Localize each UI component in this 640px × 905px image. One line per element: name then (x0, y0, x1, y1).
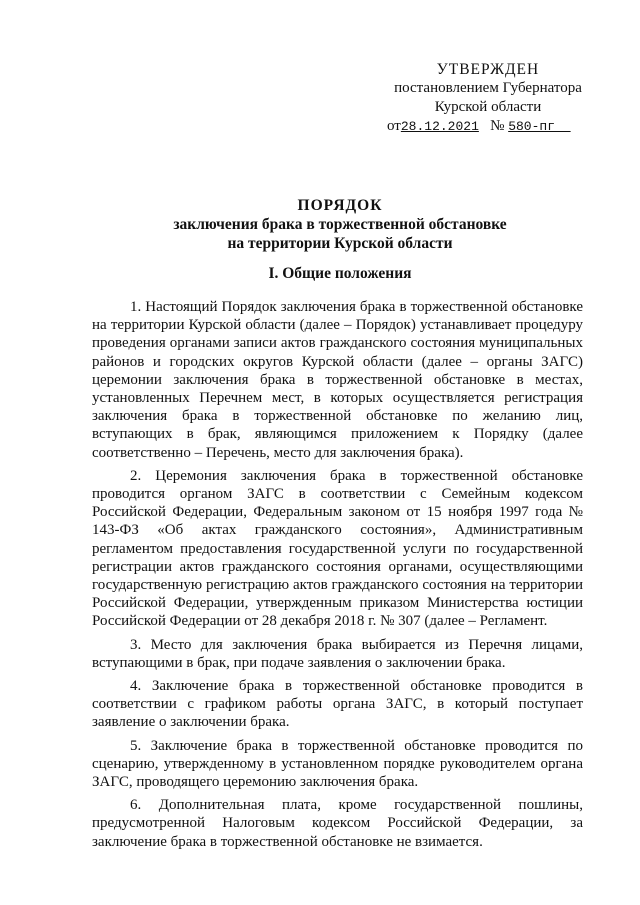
approval-heading: УТВЕРЖДЕН (436, 61, 540, 78)
approval-date: 28.12.2021 (400, 119, 479, 134)
document-title: ПОРЯДОК (297, 197, 383, 214)
paragraph-3: 3. Место для заключения брака выбирается из Перечня лицами, вступающими в брак, при подаче заявления о заключении брака. (92, 636, 583, 671)
document-subtitle-2: на территории Курской области (227, 235, 453, 252)
approval-date-line (383, 117, 593, 136)
number-prefix: № (490, 118, 505, 134)
section-heading: I. Общие положения (268, 265, 412, 282)
approval-line-2: Курской области (434, 99, 542, 115)
paragraph-2: 2. Церемония заключения брака в торжественной обстановке проводится органом ЗАГС в соответствии с Семейным кодексом Российской Федерации, Федеральным законом от 15 ноября 1997 года № 143-ФЗ «Об актах гражданского состояния», Административным регламентом предоставления государственной услуги по государственной регистрации актов гражданского состояния органами, осуществляющими государственную регистрацию актов гражданского состояния на территории Российской Федерации, утвержденным приказом Министерства юстиции Российской Федерации от 28 декабря 2018 г. № 307 (далее – Регламент. (92, 467, 583, 630)
paragraph-1: 1. Настоящий Порядок заключения брака в торжественной обстановке на территории Курской области (далее – Порядок) устанавливает процедуру проведения органами записи актов гражданского состояния муниципальных районов и городских округов Курской области (далее – органы ЗАГС) церемонии заключения брака в торжественной обстановке в местах, установленных Перечнем мест, в которых осуществляется регистрация заключения брака в торжественной обстановке по желанию лиц, вступающих в брак, являющимся приложением к Порядку (далее соответственно – Перечень, место для заключения брака). (92, 299, 583, 461)
paragraph-4: 4. Заключение брака в торжественной обстановке проводится в соответствии с графиком работы органа ЗАГС, в который поступает заявление о заключении брака. (92, 678, 583, 731)
approval-line-1: постановлением Губернатора (394, 80, 582, 96)
document-subtitle-1: заключения брака в торжественной обстановке (173, 216, 507, 233)
document-body (92, 298, 583, 853)
approval-stamp (383, 60, 593, 136)
paragraph-6: 6. Дополнительная плата, кроме государственной пошлины, предусмотренной Налоговым кодексом Российской Федерации, за заключение брака в торжественной обстановке не взимается. (92, 797, 583, 850)
paragraph-5: 5. Заключение брака в торжественной обстановке проводится по сценарию, утвержденному в установленном порядке руководителем органа ЗАГС, проводящего церемонию заключения брака. (92, 737, 583, 791)
approval-number: 580-пг (508, 119, 555, 134)
date-prefix: от (387, 118, 401, 134)
